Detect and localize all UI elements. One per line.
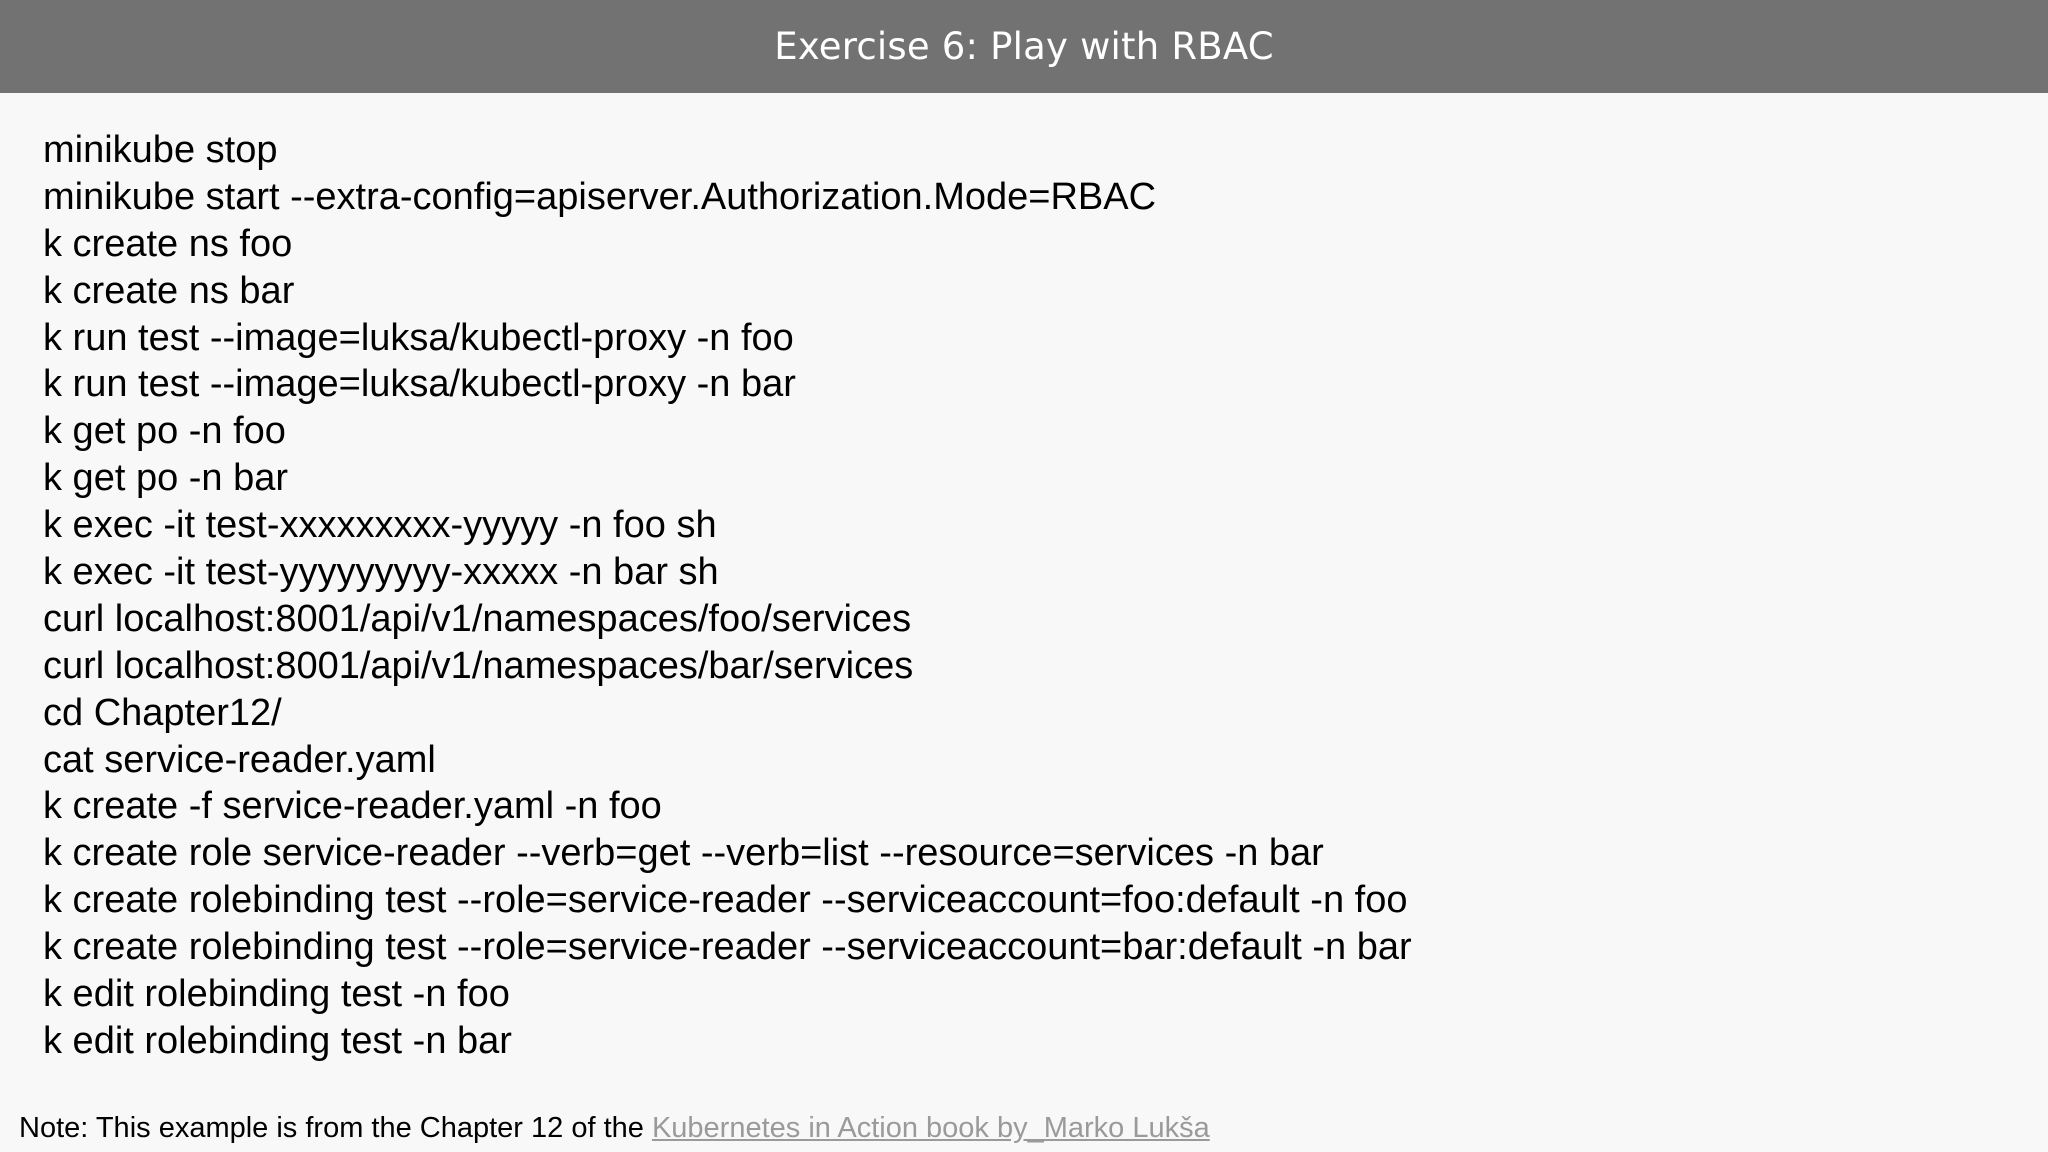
command-line: minikube start --extra-config=apiserver.Authorization.Mode=RBAC bbox=[43, 175, 1157, 218]
command-line: k exec -it test-xxxxxxxxx-yyyyy -n foo sh bbox=[43, 504, 717, 547]
command-line: k get po -n bar bbox=[43, 457, 289, 500]
command-line: cat service-reader.yaml bbox=[43, 738, 436, 781]
command-line: k run test --image=luksa/kubectl-proxy -n foo bbox=[43, 316, 794, 359]
book-link[interactable]: Kubernetes in Action book by_Marko Lukša bbox=[651, 1112, 1210, 1144]
command-line: k create rolebinding test --role=service-reader --serviceaccount=bar:default -n bar bbox=[43, 926, 1412, 969]
command-list bbox=[43, 127, 1412, 1065]
command-line: k edit rolebinding test -n bar bbox=[43, 1019, 512, 1062]
command-line: k create ns foo bbox=[43, 222, 293, 265]
command-line: k create rolebinding test --role=service-reader --serviceaccount=foo:default -n foo bbox=[43, 879, 1408, 922]
command-line: cd Chapter12/ bbox=[43, 691, 282, 734]
command-line: curl localhost:8001/api/v1/namespaces/foo/services bbox=[43, 597, 912, 640]
command-line: k create role service-reader --verb=get --verb=list --resource=services -n bar bbox=[43, 832, 1324, 875]
command-line: k create -f service-reader.yaml -n foo bbox=[43, 785, 662, 828]
command-line: k create ns bar bbox=[43, 269, 295, 312]
command-line: k run test --image=luksa/kubectl-proxy -n bar bbox=[43, 363, 796, 406]
slide-header bbox=[0, 0, 2048, 93]
slide-title: Exercise 6: Play with RBAC bbox=[774, 25, 1274, 68]
command-line: minikube stop bbox=[43, 129, 278, 171]
command-line: k get po -n foo bbox=[43, 410, 286, 453]
footnote bbox=[19, 1112, 1210, 1145]
command-line: k exec -it test-yyyyyyyyy-xxxxx -n bar sh bbox=[43, 551, 719, 594]
footnote-text: Note: This example is from the Chapter 12 of the bbox=[19, 1112, 652, 1144]
command-line: k edit rolebinding test -n foo bbox=[43, 973, 510, 1016]
command-line: curl localhost:8001/api/v1/namespaces/bar/services bbox=[43, 644, 914, 687]
